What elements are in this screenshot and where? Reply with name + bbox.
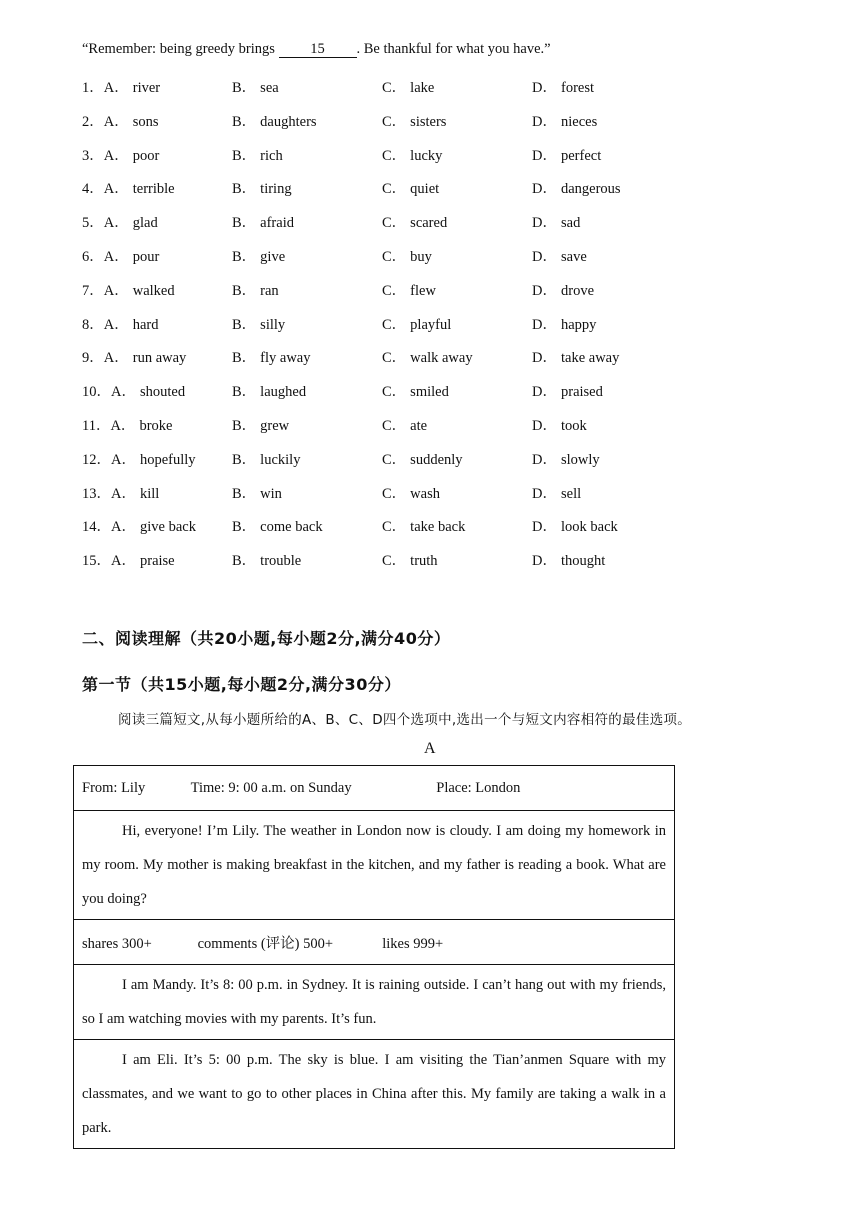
option-c-label: C． [382,553,407,570]
option-d-label: D． [532,215,557,232]
option-a-label: 5．A． [82,215,129,232]
option-d-text: slowly [560,451,600,468]
option-c-text: smiled [410,384,449,401]
option-a [82,380,185,401]
option-b [232,448,300,469]
post-stats-row [74,920,675,965]
option-b-text: win [260,485,282,502]
option-c-text: wash [410,485,440,502]
option-d [532,211,580,232]
blank-15: 15 [279,42,357,58]
option-b [232,414,289,435]
option-d [532,279,594,300]
option-b-label: B． [232,80,257,96]
option-a-text: walked [132,282,175,299]
option-d [532,515,618,536]
option-d [532,414,587,435]
option-d [532,482,581,503]
option-a [82,245,159,266]
option-d-text: took [560,418,587,434]
option-d-text: save [560,249,587,265]
option-b-label: B． [232,181,257,198]
option-b [232,515,323,536]
option-b-label: B． [232,113,257,130]
option-c-text: sisters [410,113,447,130]
question-row [82,245,782,265]
option-c [382,380,449,401]
option-c-label: C． [382,384,407,401]
option-c-label: C． [382,181,407,198]
option-b [232,76,279,97]
option-a-label: 11．A． [82,418,136,434]
option-a [82,482,159,503]
reading-instructions: 阅读三篇短文,从每小题所给的A、B、C、D四个选项中,选出一个与短文内容相符的最佳选项。 [118,712,692,728]
post-shares: shares 300+ [82,935,152,952]
option-d-text: thought [560,553,606,570]
question-row [82,144,782,164]
reply-mandy: I am Mandy. It’s 8: 00 p.m. in Sydney. It is raining outside. I can’t hang out with my friends, so I am watching movies with my parents. It’s fun. [74,965,675,1040]
option-c-text: quiet [410,181,440,198]
option-c-text: truth [410,553,438,570]
option-a [82,515,196,536]
option-a [82,346,186,367]
option-a-label: 3．A． [82,147,129,164]
option-c [382,279,436,300]
option-c [382,448,463,469]
option-d-label: D． [532,113,557,130]
question-row [82,279,782,299]
option-c [382,110,446,131]
option-a-label: 6．A． [82,249,129,265]
option-d-label: D． [532,350,557,367]
option-c [382,482,440,503]
question-row [82,380,782,400]
option-a-text: pour [132,249,160,265]
option-a-label: 13．A． [82,485,136,502]
option-d-label: D． [532,418,557,434]
option-a-text: sons [132,113,159,130]
question-row [82,346,782,366]
option-a-text: run away [132,350,187,367]
post-meta-row [74,766,675,811]
reply-eli: I am Eli. It’s 5: 00 p.m. The sky is blue. I am visiting the Tian’anmen Square with my classmates, and we want to go to other places in China after this. My family are taking a walk in a park. [74,1040,675,1149]
option-c [382,177,439,198]
option-b-text: fly away [260,350,311,367]
option-c-label: C． [382,418,407,434]
option-c [382,76,434,97]
option-b [232,245,285,266]
option-d-text: drove [560,282,594,299]
option-c-label: C． [382,519,407,536]
option-b-text: sea [260,80,279,96]
option-c-text: buy [410,249,432,265]
cloze-final-sentence [82,41,551,58]
option-c [382,245,432,266]
option-b-text: rich [260,147,283,164]
option-d [532,346,619,367]
option-a [82,144,159,165]
option-d [532,110,597,131]
option-a [82,414,172,435]
option-b-label: B． [232,519,257,536]
option-b-label: B． [232,249,257,265]
option-a-text: hard [132,316,159,333]
option-a-text: praise [139,553,175,570]
option-a-text: hopefully [139,451,196,468]
option-d [532,177,621,198]
option-a-text: kill [139,485,160,502]
option-a-label: 1．A． [82,80,129,96]
option-a-text: give back [139,519,196,536]
option-d-label: D． [532,80,557,96]
option-d-label: D． [532,553,557,570]
option-d-text: look back [560,519,618,536]
option-c-text: walk away [410,350,473,367]
question-row [82,177,782,197]
option-b [232,380,306,401]
option-b-label: B． [232,316,257,333]
option-c-label: C． [382,451,407,468]
option-b-label: B． [232,384,257,401]
option-a-label: 10．A． [82,384,136,401]
option-b-label: B． [232,418,257,434]
option-d-label: D． [532,181,557,198]
option-b-text: afraid [260,215,294,232]
option-c-text: playful [410,316,452,333]
option-b-text: laughed [260,384,307,401]
option-b-text: ran [260,282,279,299]
option-b-text: give [260,249,286,265]
option-a-label: 2．A． [82,113,129,130]
question-row [82,211,782,231]
post-place: Place: London [436,779,521,796]
option-b-text: daughters [260,113,317,130]
option-a-label: 8．A． [82,316,129,333]
option-d-text: happy [560,316,597,333]
question-row [82,110,782,130]
option-c [382,313,451,334]
option-a-text: shouted [139,384,186,401]
option-a-label: 12．A． [82,451,136,468]
option-b [232,144,283,165]
option-d-label: D． [532,451,557,468]
social-post-table [73,765,675,1149]
post-comments: comments (评论) 500+ [197,935,334,952]
option-c-label: C． [382,282,407,299]
option-c-text: suddenly [410,451,463,468]
part-heading: 第一节（共15小题,每小题2分,满分30分） [82,675,401,694]
option-b [232,346,311,367]
option-a-label: 4．A． [82,181,129,198]
option-d [532,76,594,97]
question-row [82,549,782,569]
option-c-label: C． [382,215,407,232]
post-body: Hi, everyone! I’m Lily. The weather in London now is cloudy. I am doing my homework in my room. My mother is making breakfast in the kitchen, and my father is reading a book. What are you doing? [74,811,675,920]
option-b-text: tiring [260,181,292,198]
option-b [232,110,317,131]
option-d [532,549,605,570]
option-d-text: sad [560,215,581,232]
option-d-text: praised [560,384,603,401]
option-a [82,110,159,131]
question-row [82,515,782,535]
option-c-text: lucky [410,147,443,164]
option-a [82,177,175,198]
option-d-label: D． [532,384,557,401]
option-b-text: trouble [260,553,302,570]
question-row [82,482,782,502]
post-body-row [74,811,675,920]
option-c [382,414,427,435]
option-a-label: 15．A． [82,553,136,570]
option-c-text: take back [410,519,466,536]
post-likes: likes 999+ [382,935,444,952]
option-b-label: B． [232,553,257,570]
option-c-label: C． [382,249,407,265]
option-c [382,211,447,232]
option-b [232,313,285,334]
option-b-label: B． [232,451,257,468]
option-c [382,549,438,570]
option-a-text: river [132,80,161,96]
option-d-text: forest [560,80,594,96]
option-c-label: C． [382,113,407,130]
option-b-label: B． [232,282,257,299]
option-a-label: 7．A． [82,282,129,299]
question-row [82,414,782,434]
option-b-text: silly [260,316,286,333]
option-b-text: luckily [260,451,301,468]
intro-text-before: “Remember: being greedy brings [82,41,275,57]
option-a-text: glad [132,215,158,232]
reply-row-2 [74,1040,675,1149]
option-a [82,279,175,300]
option-d-label: D． [532,485,557,502]
option-a [82,76,160,97]
option-a-label: 14．A． [82,519,136,536]
option-b-label: B． [232,485,257,502]
option-d-label: D． [532,249,557,265]
option-c-label: C． [382,147,407,164]
option-a-text: terrible [132,181,175,198]
option-c-text: ate [410,418,428,434]
option-d-text: dangerous [560,181,621,198]
option-d [532,380,603,401]
option-d-label: D． [532,282,557,299]
option-c-label: C． [382,80,407,96]
option-b [232,549,301,570]
question-row [82,313,782,333]
option-b [232,211,294,232]
option-b-text: grew [260,418,290,434]
option-b-label: B． [232,215,257,232]
option-c [382,144,442,165]
option-a-text: poor [132,147,160,164]
option-c [382,346,473,367]
option-d [532,144,601,165]
option-a [82,313,159,334]
option-b-label: B． [232,350,257,367]
option-c [382,515,465,536]
reply-row-1 [74,965,675,1040]
option-c-text: scared [410,215,448,232]
option-c-label: C． [382,350,407,367]
option-a-label: 9．A． [82,350,129,367]
question-row [82,76,782,96]
option-b [232,279,279,300]
option-d-label: D． [532,316,557,333]
post-time: Time: 9: 00 a.m. on Sunday [190,779,352,796]
post-from: From: Lily [82,779,146,796]
section-heading: 二、阅读理解（共20小题,每小题2分,满分40分） [82,629,451,648]
option-b-label: B． [232,147,257,164]
option-d [532,448,600,469]
option-c-text: lake [410,80,435,96]
option-c-label: C． [382,316,407,333]
option-b-text: come back [260,519,323,536]
option-d [532,245,587,266]
option-c-text: flew [410,282,436,299]
option-d-text: nieces [560,113,598,130]
option-a [82,448,196,469]
option-b [232,177,292,198]
question-row [82,448,782,468]
intro-text-after: . Be thankful for what you have.” [356,41,551,57]
option-a [82,211,158,232]
option-d-text: sell [560,485,582,502]
option-a-text: broke [139,418,173,434]
option-d-text: perfect [560,147,602,164]
option-d-label: D． [532,147,557,164]
passage-label: A [424,740,436,757]
option-b [232,482,282,503]
option-d [532,313,596,334]
option-d-label: D． [532,519,557,536]
option-c-label: C． [382,485,407,502]
option-d-text: take away [560,350,620,367]
option-a [82,549,175,570]
